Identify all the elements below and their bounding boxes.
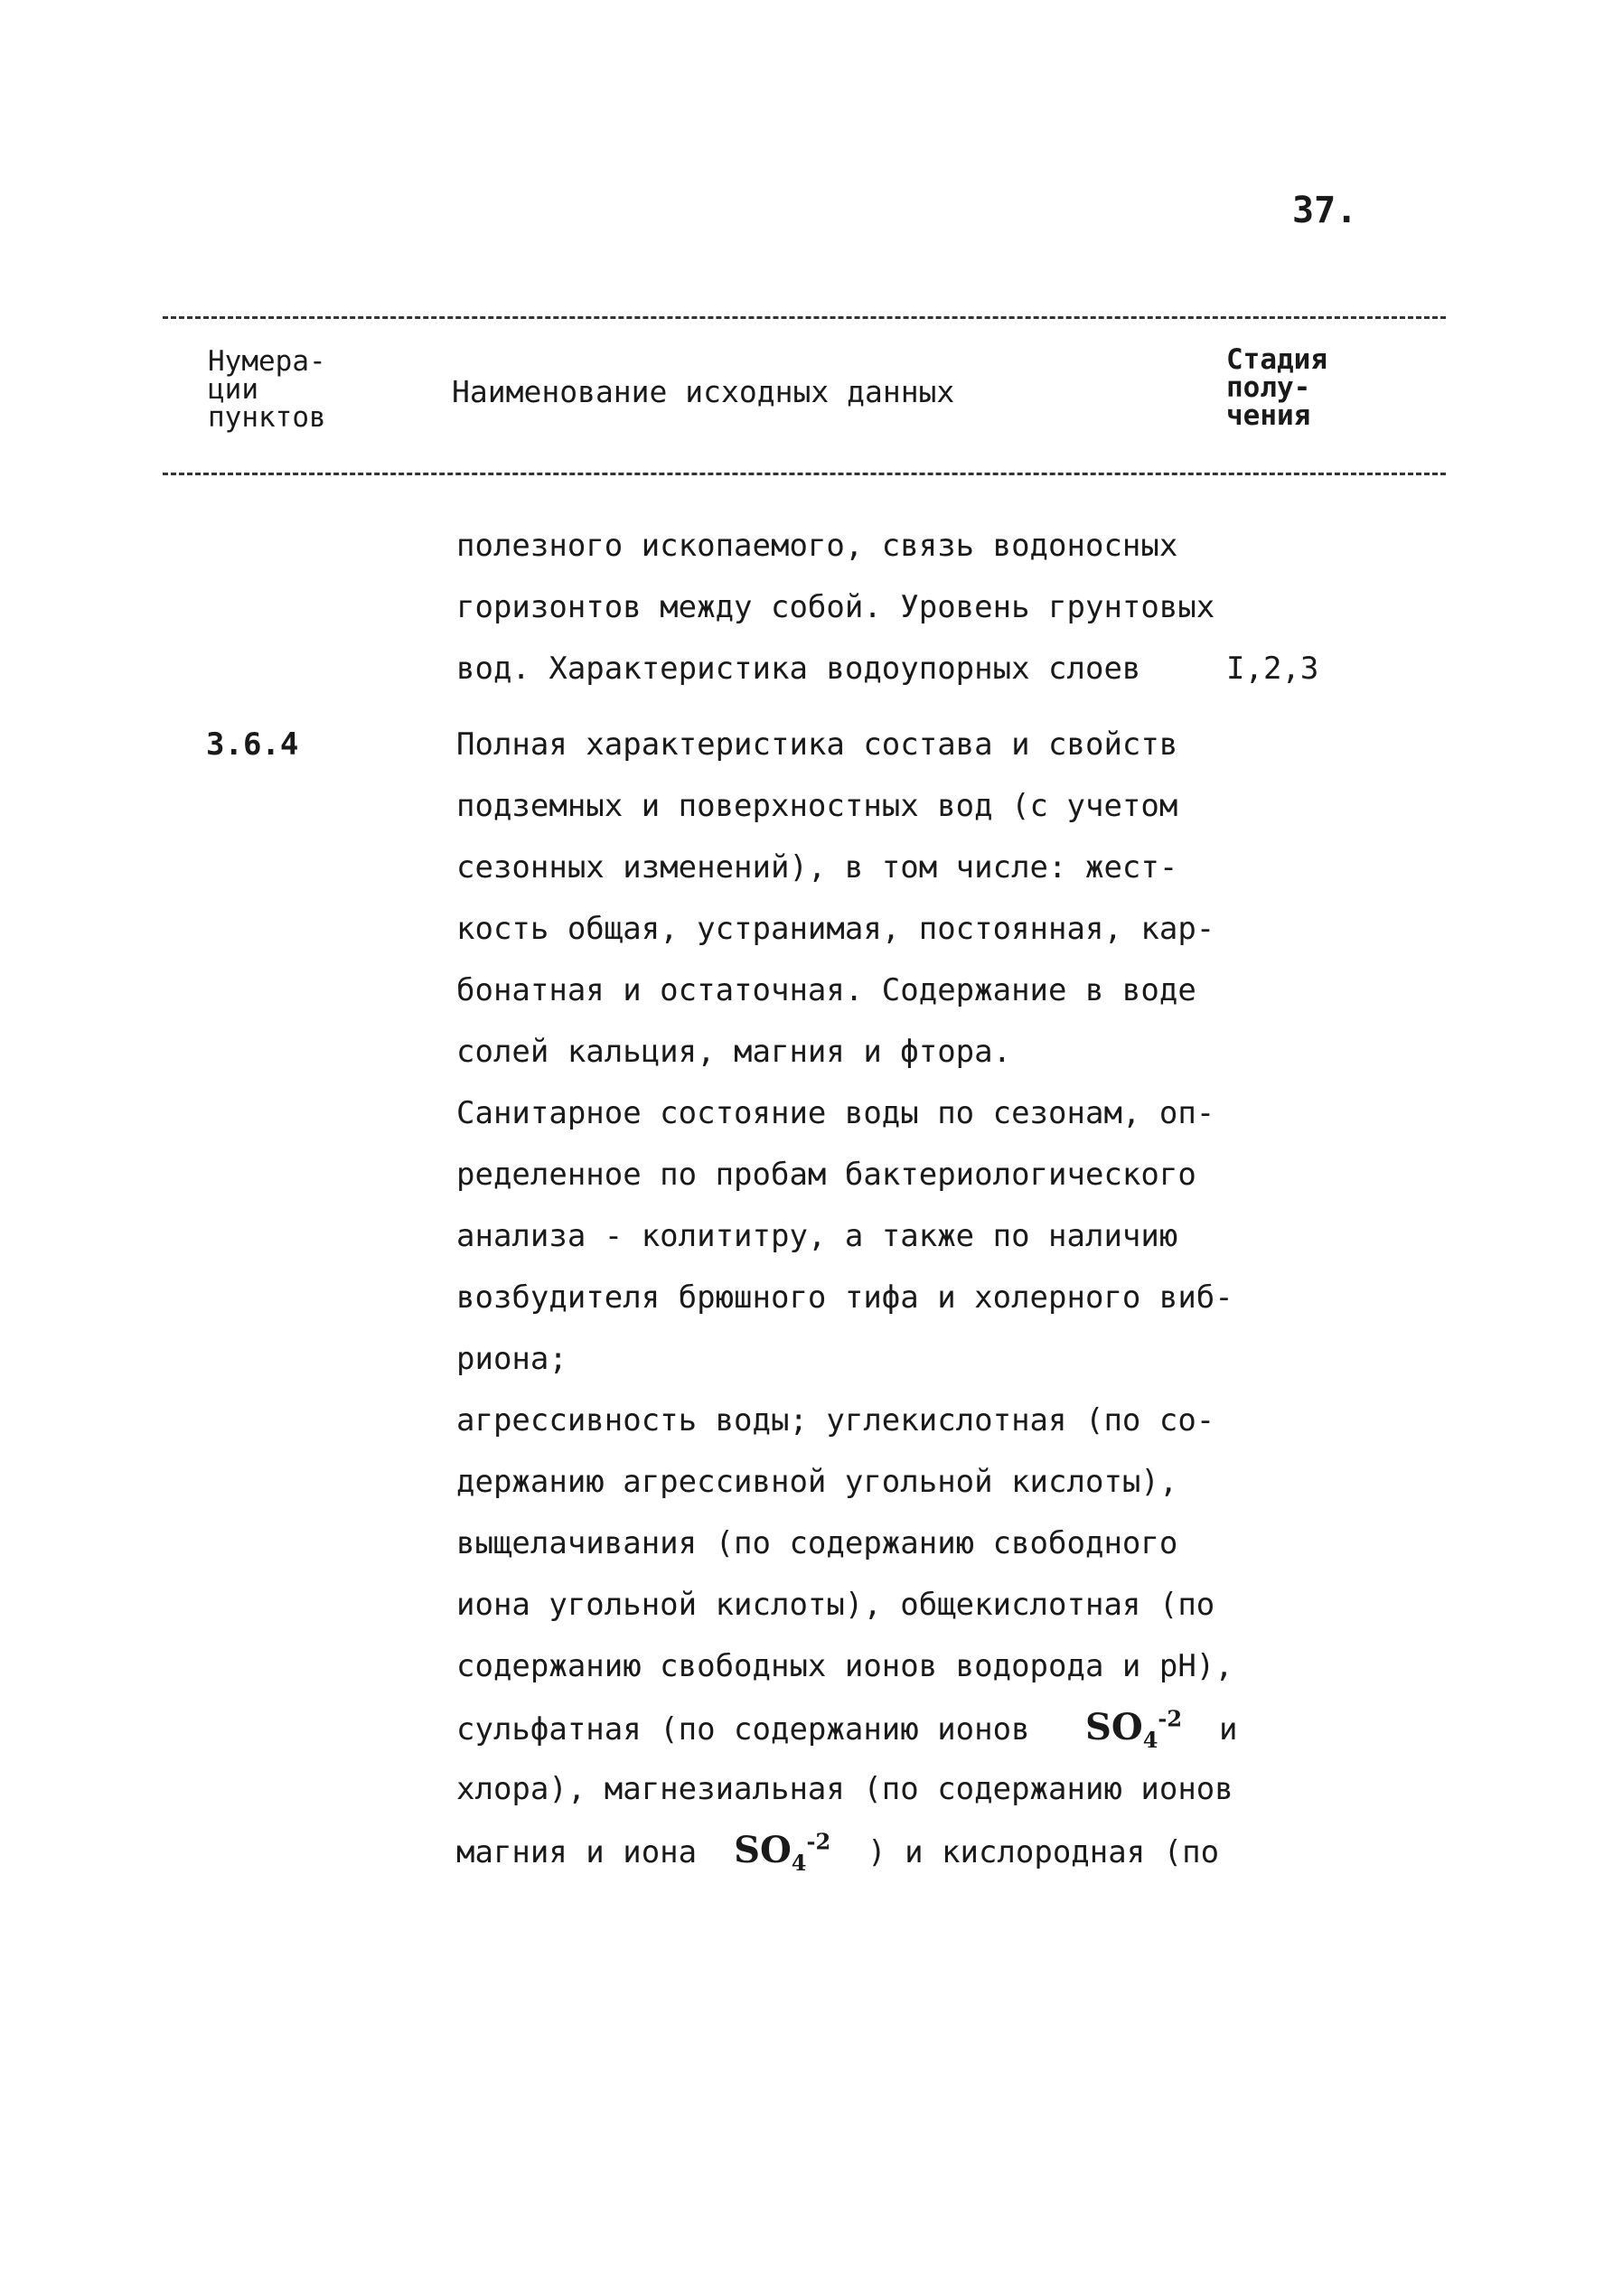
- header-column-numbering: [208, 345, 326, 434]
- text-line: солей кальция, магния и фтора.: [456, 1034, 1012, 1070]
- text-line-last: [456, 1820, 1238, 1881]
- text-fragment: и: [1219, 1711, 1238, 1748]
- text-line: бонатная и остаточная. Содержание в воде: [456, 972, 1196, 1008]
- text-line: ределенное по пробам бактериологического: [456, 1157, 1196, 1193]
- header-col1-line: пунктов: [208, 401, 326, 434]
- item-number: 3.6.4: [206, 726, 299, 763]
- formula-superscript: -2: [1158, 1705, 1183, 1732]
- continued-item-text: [456, 515, 1214, 699]
- formula-base: SO: [1084, 1706, 1143, 1748]
- text-line: риона;: [456, 1341, 567, 1377]
- header-column-stage: [1226, 343, 1327, 432]
- table-header-top-rule: [163, 316, 1446, 319]
- text-line: сезонных изменений), в том числе: жест-: [456, 849, 1178, 886]
- header-col1-line: ции: [208, 373, 258, 406]
- text-line: анализа - колититру, а также по наличию: [456, 1218, 1178, 1254]
- formula-subscript: 4: [1142, 1727, 1158, 1753]
- text-line: полезного ископаемого, связь водоносных: [456, 528, 1178, 564]
- page-number: 37.: [1292, 190, 1358, 231]
- text-line: хлора), магнезиальная (по содержанию ионов: [456, 1771, 1233, 1807]
- header-col3-line: Стадия: [1226, 343, 1327, 376]
- text-line: содержанию свободных ионов водорода и pH),: [456, 1648, 1233, 1684]
- header-col3-line: полу-: [1226, 371, 1311, 404]
- text-line: выщелачивания (по содержанию свободного: [456, 1525, 1178, 1561]
- table-header-bottom-rule: [163, 473, 1446, 475]
- item-description: [456, 714, 1238, 1881]
- text-line: вод. Характеристика водоупорных слоев: [456, 651, 1141, 687]
- header-col1-line: Нумера-: [208, 345, 326, 378]
- text-fragment: ) и кислородная (по: [867, 1834, 1220, 1870]
- stage-value: I,2,3: [1226, 651, 1319, 687]
- header-column-name: Наименование исходных данных: [452, 374, 955, 409]
- text-line: кость общая, устранимая, постоянная, кар-: [456, 911, 1215, 947]
- text-line: Полная характеристика состава и свойств: [456, 726, 1178, 763]
- text-line: иона угольной кислоты), общекислотная (по: [456, 1587, 1215, 1623]
- text-line: агрессивность воды; углекислотная (по со-: [456, 1402, 1215, 1439]
- text-fragment: магния и иона: [456, 1834, 698, 1870]
- text-line: Санитарное состояние воды по сезонам, оп-: [456, 1095, 1215, 1131]
- text-line: горизонтов между собой. Уровень грунтовых: [456, 589, 1215, 625]
- text-fragment: сульфатная (по содержанию ионов: [456, 1711, 1030, 1748]
- formula-subscript: 4: [791, 1850, 807, 1876]
- formula-base: SO: [734, 1829, 792, 1871]
- sulfate-formula: [734, 1828, 831, 1876]
- text-line-sulfate: [456, 1697, 1238, 1758]
- header-col3-line: чения: [1226, 399, 1311, 432]
- sulfate-formula: [1084, 1705, 1183, 1753]
- formula-superscript: -2: [806, 1828, 831, 1855]
- text-line: возбудителя брюшного тифа и холерного виб-: [456, 1279, 1233, 1316]
- text-line: держанию агрессивной угольной кислоты),: [456, 1464, 1178, 1500]
- text-line: подземных и поверхностных вод (с учетом: [456, 788, 1178, 824]
